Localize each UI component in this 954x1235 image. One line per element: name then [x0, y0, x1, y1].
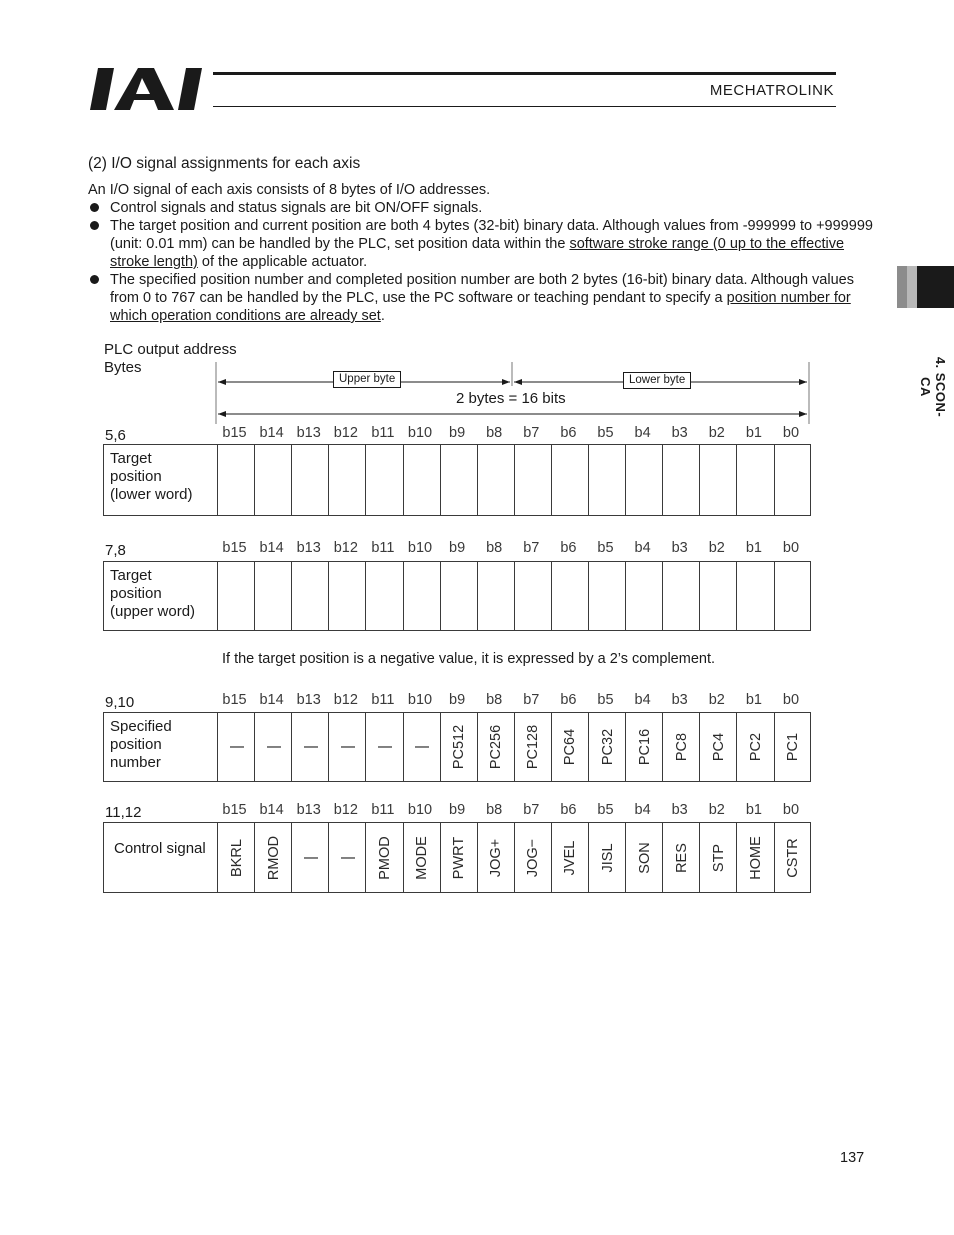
bullet-text: position number for which operation conditions are already set [110, 290, 851, 324]
bit-signal-label: | [302, 855, 319, 860]
row-address: 11,12 [105, 804, 142, 821]
bit-signal-label: RMOD [265, 835, 282, 880]
bit-cell [217, 713, 255, 781]
bullet-text: . [380, 308, 385, 324]
bit-cell [291, 445, 329, 515]
bit-signal-label: BKRL [228, 838, 245, 877]
bit-header: b13 [296, 540, 321, 556]
bit-signal-label: PWRT [451, 836, 468, 879]
bit-signal-label: PC128 [525, 724, 542, 770]
bit-cell [699, 823, 737, 892]
bit-header: b1 [745, 540, 762, 556]
bit-cell [217, 445, 255, 515]
bit-header: b11 [371, 802, 395, 818]
register-box [103, 822, 811, 893]
bit-cell [254, 713, 292, 781]
bit-cell [514, 713, 552, 781]
bit-cell [328, 445, 366, 515]
bit-header: b5 [597, 425, 614, 441]
row-description-line: position [110, 585, 162, 602]
bit-cell [477, 445, 515, 515]
bit-header: b3 [671, 540, 688, 556]
bytes-label: Bytes [104, 359, 142, 376]
plc-output-label: PLC output address [104, 341, 237, 358]
header-rule-bottom [213, 106, 836, 107]
bullet-dot-icon [90, 221, 99, 230]
bit-header: b13 [296, 802, 321, 818]
bit-cell [328, 713, 366, 781]
bit-signal-label: PC4 [710, 732, 727, 762]
bit-signal-label: JISL [599, 842, 616, 873]
bit-cell [774, 713, 812, 781]
bit-cell [440, 445, 478, 515]
bit-header: b9 [449, 802, 466, 818]
bit-header: b0 [782, 692, 800, 708]
bit-cell [514, 445, 552, 515]
bit-header: b13 [296, 692, 321, 708]
bit-cell [254, 445, 292, 515]
bit-signal-label: PC2 [747, 732, 764, 762]
bullet-text: The target position and current position are both 4 bytes (32-bit) binary data. Although values from -999999 to +999999 (unit: 0.01 mm) can be handled by the PLC, set position data within the [110, 218, 873, 252]
row-description [110, 567, 195, 621]
bit-signal-label: CSTR [785, 837, 802, 878]
row-description-line: position [110, 468, 162, 485]
twos-complement-note: If the target position is a negative value, it is expressed by a 2’s complement. [222, 651, 715, 667]
bit-header: b5 [597, 802, 614, 818]
bullet-item [88, 271, 878, 325]
bit-header: b1 [745, 802, 762, 818]
row-description-line: Target [110, 450, 152, 467]
bullet-dot-icon [90, 275, 99, 284]
bit-cell [551, 445, 589, 515]
bit-cell [440, 562, 478, 630]
bit-header: b8 [486, 425, 503, 441]
bit-signal-label: JVEL [562, 840, 579, 875]
bit-header: b9 [449, 692, 466, 708]
row-description-line: number [110, 754, 161, 771]
bit-header: b0 [782, 540, 800, 556]
bit-header: b6 [560, 540, 577, 556]
bit-header: b15 [222, 692, 247, 708]
bit-header: b10 [407, 802, 433, 818]
bullet-text: of the applicable actuator. [197, 254, 368, 270]
bit-cell [551, 823, 589, 892]
bit-cell [699, 445, 737, 515]
bit-cell [588, 823, 626, 892]
intro-text: An I/O signal of each axis consists of 8 bytes of I/O addresses. [88, 182, 491, 198]
lower-byte-label: Lower byte [623, 372, 691, 389]
bit-header: b15 [222, 802, 247, 818]
bit-cell [699, 562, 737, 630]
bit-cell [588, 445, 626, 515]
bullet-list [88, 199, 878, 325]
header-title: MECHATROLINK [709, 82, 834, 99]
bit-cell [774, 562, 812, 630]
bit-cell [440, 823, 478, 892]
bit-header: b12 [333, 540, 358, 556]
page-number: 137 [840, 1150, 865, 1166]
bullet-text: The specified position number and completed position number are both 2 bytes (16-bit) binary data. Although values from 0 to 767 can be handled by the PLC, use the PC software or teaching pendant to specify a [110, 272, 854, 306]
bit-header: b4 [634, 692, 651, 708]
bit-cell [699, 713, 737, 781]
row-description-line: Control signal [114, 840, 206, 857]
bit-cell [403, 562, 441, 630]
bit-header: b9 [449, 425, 466, 441]
bit-header: b8 [486, 540, 503, 556]
bit-header: b10 [407, 692, 433, 708]
bit-cell [625, 562, 663, 630]
bit-header: b15 [222, 540, 247, 556]
side-tab-grey [897, 266, 907, 308]
bit-header: b11 [371, 540, 395, 556]
bit-cell [217, 562, 255, 630]
bit-cell [514, 823, 552, 892]
bit-cell [403, 823, 441, 892]
bit-header: b2 [708, 540, 725, 556]
bit-header: b0 [782, 802, 800, 818]
bit-signal-label: PC256 [488, 724, 505, 770]
bit-header: b6 [560, 692, 577, 708]
register-box [103, 712, 811, 782]
bit-cell [291, 823, 329, 892]
bit-cell [328, 823, 366, 892]
bit-cell [477, 713, 515, 781]
bit-header: b2 [708, 425, 725, 441]
bit-header: b7 [523, 802, 540, 818]
bit-cell [440, 713, 478, 781]
side-tab-black [917, 266, 954, 308]
bit-cell [736, 445, 774, 515]
bit-header: b7 [523, 692, 540, 708]
bit-cell [551, 562, 589, 630]
bit-signal-label: PC1 [785, 732, 802, 762]
bit-header: b10 [407, 540, 433, 556]
bit-cell [477, 823, 515, 892]
bit-cell [365, 445, 403, 515]
header-rule-top [213, 72, 836, 75]
bit-cell [365, 823, 403, 892]
bit-header: b2 [708, 692, 725, 708]
bit-cell [477, 562, 515, 630]
bit-header: b15 [222, 425, 247, 441]
bit-signal-label: | [339, 855, 356, 860]
bit-cell [254, 823, 292, 892]
bit-signal-label: PC64 [562, 728, 579, 766]
bit-cell [254, 562, 292, 630]
bit-cell [736, 562, 774, 630]
bit-header: b2 [708, 802, 725, 818]
bit-cell [365, 562, 403, 630]
bit-header: b6 [560, 425, 577, 441]
bit-header: b12 [333, 802, 358, 818]
row-address: 5,6 [105, 427, 126, 444]
bit-cell [625, 713, 663, 781]
bit-signal-label: | [339, 745, 356, 749]
bit-cell [662, 445, 700, 515]
upper-byte-label: Upper byte [333, 371, 401, 388]
bit-signal-label: PMOD [376, 835, 393, 880]
bit-cell [625, 445, 663, 515]
bit-header: b4 [634, 425, 651, 441]
bits-span-label: 2 bytes = 16 bits [456, 390, 566, 407]
bit-header: b12 [333, 425, 358, 441]
bit-cell [774, 445, 812, 515]
bit-header: b5 [597, 692, 614, 708]
bullet-text: software stroke range (0 up to the effective stroke length) [110, 236, 845, 270]
bit-header: b8 [486, 802, 503, 818]
bit-header: b11 [371, 692, 395, 708]
row-address: 7,8 [105, 542, 126, 559]
bit-cell [662, 562, 700, 630]
row-description-line: Specified [110, 718, 172, 735]
bit-cell [328, 562, 366, 630]
bit-signal-label: | [302, 745, 319, 749]
row-address: 9,10 [105, 694, 135, 711]
bit-cell [551, 713, 589, 781]
bit-cell [625, 823, 663, 892]
bit-header: b9 [449, 540, 466, 556]
bit-header: b7 [523, 425, 540, 441]
bit-cell [662, 823, 700, 892]
bit-cell [403, 713, 441, 781]
bit-header: b3 [671, 802, 688, 818]
bit-cell [588, 562, 626, 630]
bit-signal-label: SON [636, 841, 653, 874]
bit-header: b8 [486, 692, 503, 708]
bit-signal-label: PC512 [451, 724, 468, 770]
bit-header: b4 [634, 802, 651, 818]
bullet-item [88, 199, 878, 217]
bit-header: b7 [523, 540, 540, 556]
bit-signal-label: | [228, 745, 245, 749]
bit-header: b5 [597, 540, 614, 556]
bit-header: b13 [296, 425, 321, 441]
bit-signal-label: JOG+ [488, 838, 505, 877]
bit-header: b12 [333, 692, 358, 708]
bit-header: b10 [407, 425, 433, 441]
bit-header: b1 [745, 425, 762, 441]
bit-header: b0 [782, 425, 800, 441]
bit-signal-label: PC32 [599, 728, 616, 766]
bit-cell [217, 823, 255, 892]
bit-cell [514, 562, 552, 630]
bit-signal-label: RES [673, 842, 690, 873]
side-tab-label: 4. SCON-CA [918, 356, 948, 418]
bit-header: b3 [671, 425, 688, 441]
row-description-line: (lower word) [110, 486, 193, 503]
bit-signal-label: | [376, 745, 393, 749]
bit-header: b11 [371, 425, 395, 441]
bit-cell [736, 823, 774, 892]
bit-header: b4 [634, 540, 651, 556]
row-description [114, 840, 206, 858]
register-box [103, 561, 811, 631]
bit-cell [291, 713, 329, 781]
bit-header: b14 [259, 692, 284, 708]
bit-signal-label: | [414, 745, 431, 749]
bit-header: b14 [259, 540, 284, 556]
bit-cell [588, 713, 626, 781]
row-description [110, 718, 172, 772]
register-box [103, 444, 811, 516]
bit-header: b3 [671, 692, 688, 708]
bit-header: b14 [259, 802, 284, 818]
bullet-item [88, 217, 878, 271]
bit-signal-label: MODE [414, 835, 431, 880]
bit-cell [291, 562, 329, 630]
bit-cell [403, 445, 441, 515]
bit-header: b1 [745, 692, 762, 708]
bullet-text: Control signals and status signals are bit ON/OFF signals. [110, 200, 483, 216]
bullet-dot-icon [90, 203, 99, 212]
bit-signal-label: STP [710, 843, 727, 872]
bit-cell [736, 713, 774, 781]
bit-signal-label: | [265, 745, 282, 749]
side-tab-grey-light [907, 266, 917, 308]
bit-cell [774, 823, 812, 892]
section-title: (2) I/O signal assignments for each axis [88, 155, 361, 172]
bit-signal-label: PC8 [673, 732, 690, 762]
bit-header: b6 [560, 802, 577, 818]
row-description-line: Target [110, 567, 152, 584]
bit-signal-label: PC16 [636, 728, 653, 766]
row-description [110, 450, 193, 504]
iai-logo [90, 66, 208, 112]
row-description-line: (upper word) [110, 603, 196, 620]
row-description-line: position [110, 736, 162, 753]
bit-cell [365, 713, 403, 781]
bit-header: b14 [259, 425, 284, 441]
bit-cell [662, 713, 700, 781]
bit-signal-label: JOG− [525, 838, 542, 877]
bit-signal-label: HOME [747, 835, 764, 880]
